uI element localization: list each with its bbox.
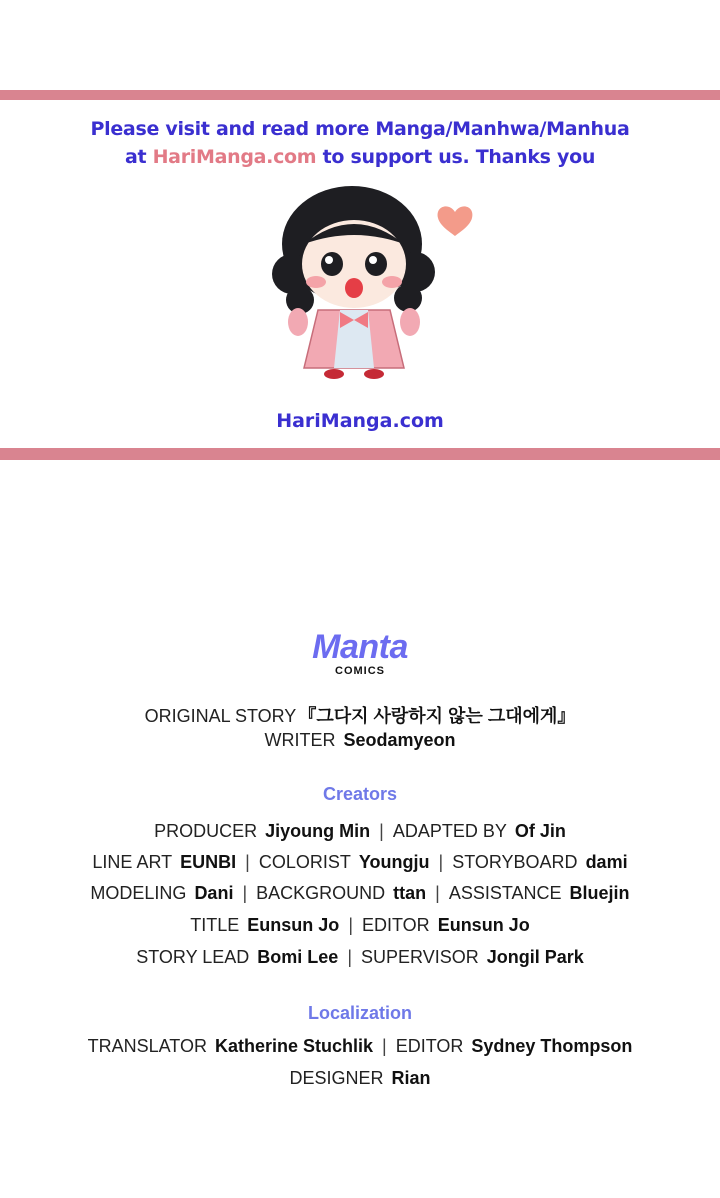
separator: | <box>438 852 444 872</box>
credit-role: COLORIST <box>258 852 351 872</box>
credit-name: Of Jin <box>514 821 566 841</box>
credit-name: Bomi Lee <box>257 947 339 967</box>
promo-banner <box>0 90 720 460</box>
separator: | <box>348 915 353 935</box>
promo-line-2-prefix: at <box>124 146 153 168</box>
credit-name: Eunsun Jo <box>247 915 340 935</box>
separator: | <box>382 1036 387 1056</box>
localization-heading: Localization <box>307 1003 412 1023</box>
credit-name: Jongil Park <box>486 947 584 967</box>
logo-sub: COMICS <box>335 665 385 677</box>
creators-row-4 <box>0 915 720 936</box>
localization-row-2 <box>0 1068 720 1089</box>
promo-site[interactable]: HariManga.com <box>276 410 444 432</box>
banner-bottom-stripe <box>0 448 720 460</box>
creators-row-5 <box>0 947 720 968</box>
promo-site-link[interactable]: HariManga.com <box>152 146 317 168</box>
credit-name: Eunsun Jo <box>437 915 530 935</box>
credit-role: EDITOR <box>362 915 430 935</box>
separator: | <box>242 883 248 903</box>
heart-icon <box>438 206 473 236</box>
chibi-mascot-illustration <box>270 182 490 382</box>
credit-role: TRANSLATOR <box>87 1036 207 1056</box>
credit-name: dami <box>585 852 628 872</box>
credit-role: ORIGINAL STORY <box>144 706 297 726</box>
credit-name: Sydney Thompson <box>471 1036 633 1056</box>
credit-name: Jiyoung Min <box>265 821 371 841</box>
banner-top-stripe <box>0 90 720 100</box>
separator: | <box>379 821 384 841</box>
credit-role: SUPERVISOR <box>361 947 479 967</box>
credit-role: TITLE <box>190 915 240 935</box>
credit-role: PRODUCER <box>154 821 258 841</box>
separator: | <box>435 883 440 903</box>
credit-name: Bluejin <box>569 883 630 903</box>
promo-line-2-suffix: to support us. Thanks you <box>316 146 596 168</box>
credit-name: 『그다지 사랑하지 않는 그대에게』 <box>298 706 576 726</box>
credit-role: LINE ART <box>92 852 173 872</box>
credit-role: ASSISTANCE <box>448 883 562 903</box>
credit-name: ttan <box>393 883 427 903</box>
credit-role: EDITOR <box>395 1036 464 1056</box>
logo-main: Manta <box>312 628 408 666</box>
credit-role: ADAPTED BY <box>392 821 507 841</box>
creators-row-1 <box>0 821 720 842</box>
writer-row <box>0 730 720 751</box>
credit-role: STORY LEAD <box>136 947 250 967</box>
promo-line-1: Please visit and read more Manga/Manhwa/Manhua <box>90 118 630 140</box>
credit-role: STORYBOARD <box>452 852 578 872</box>
creators-heading: Creators <box>322 784 398 804</box>
original-story-row <box>0 702 720 728</box>
credit-role: DESIGNER <box>289 1068 384 1088</box>
manta-comics-logo <box>0 630 720 677</box>
credit-name: Youngju <box>358 852 430 872</box>
credit-name: Rian <box>391 1068 431 1088</box>
creators-row-3 <box>0 883 720 904</box>
promo-line-2 <box>0 146 720 168</box>
credit-role: BACKGROUND <box>256 883 386 903</box>
localization-row-1 <box>0 1036 720 1057</box>
separator: | <box>347 947 353 967</box>
credit-name: Dani <box>194 883 234 903</box>
creators-row-2 <box>0 852 720 873</box>
separator: | <box>245 852 250 872</box>
credit-name: Katherine Stuchlik <box>214 1036 373 1056</box>
credit-name: Seodamyeon <box>343 730 456 750</box>
credit-role: WRITER <box>264 730 336 750</box>
credit-name: EUNBI <box>180 852 237 872</box>
credit-role: MODELING <box>90 883 187 903</box>
